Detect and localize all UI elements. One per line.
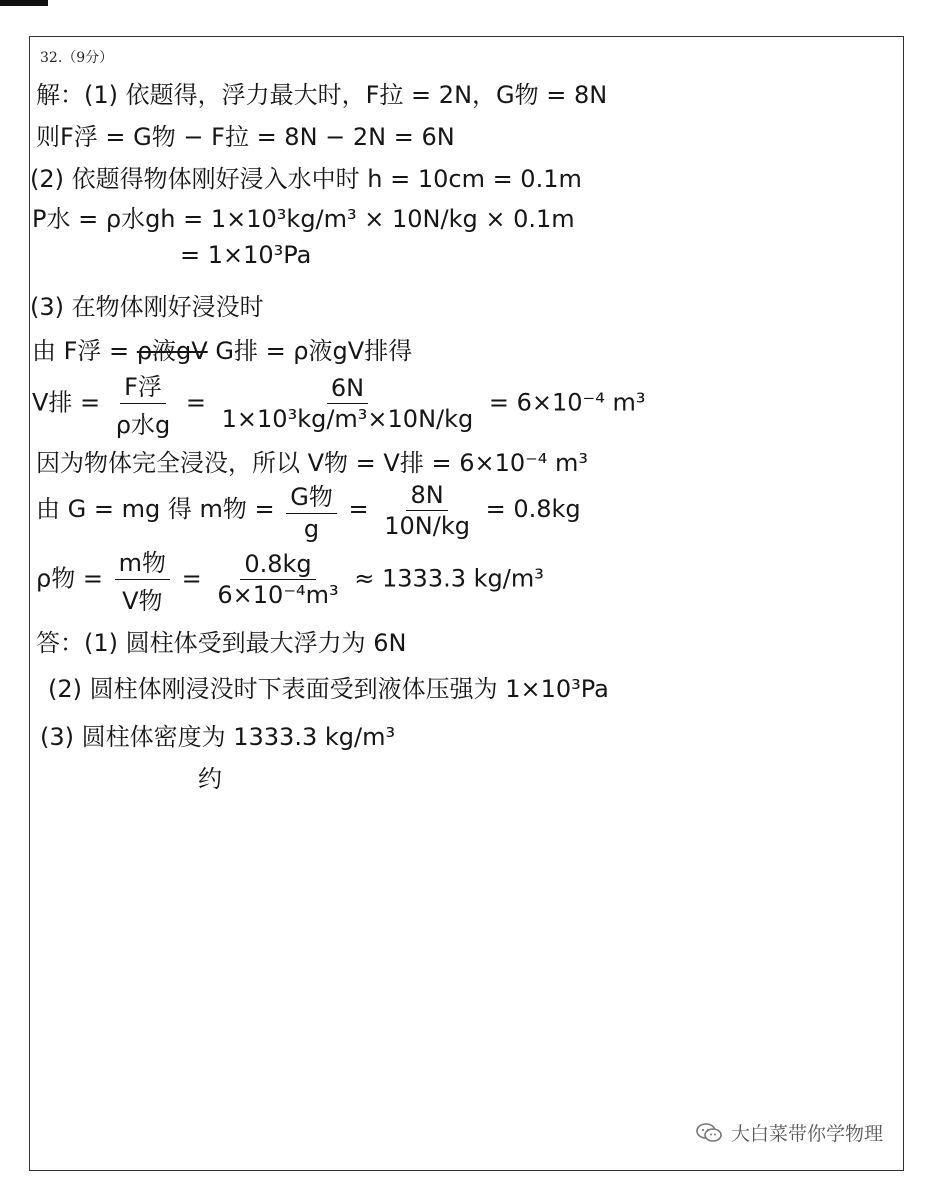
fraction-denominator: 10N/kg (384, 511, 470, 540)
line-7-formula: G排 = ρ液gV排得 (215, 337, 413, 365)
solution-line-5: = 1×10³Pa (180, 241, 312, 269)
v-displaced-label: V排 = (32, 388, 101, 417)
density-label: ρ物 = (36, 564, 103, 593)
solution-line-3: (2) 依题得物体刚好浸入水中时 h = 10cm = 0.1m (30, 165, 582, 193)
solution-line-4: P水 = ρ水gh = 1×10³kg/m³ × 10N/kg × 0.1m (32, 205, 575, 233)
fraction-numerator: 6N (327, 374, 368, 404)
solution-line-9: 因为物体完全浸没，所以 V物 = V排 = 6×10⁻⁴ m³ (36, 449, 589, 477)
answer-line-2: (2) 圆柱体刚浸没时下表面受到液体压强为 1×10³Pa (48, 675, 609, 703)
watermark (695, 1119, 883, 1146)
equals-sign: = (185, 388, 207, 417)
equals-sign: = (348, 495, 369, 523)
fraction-denominator: 6×10⁻⁴m³ (217, 581, 339, 609)
solution-line-6: (3) 在物体刚好浸没时 (30, 293, 264, 321)
inserted-correction: 约 (198, 765, 222, 793)
question-number: 32.（9分） (40, 50, 114, 66)
fraction-denominator: 1×10³kg/m³×10N/kg (221, 405, 474, 433)
fraction-mass-values (380, 481, 474, 540)
answer-line-3: (3) 圆柱体密度为 1333.3 kg/m³ (40, 723, 396, 751)
mass-label: 由 G = mg 得 m物 = (36, 495, 275, 523)
v-displaced-result: = 6×10⁻⁴ m³ (488, 388, 646, 417)
solution-line-2: 则F浮 = G物 − F拉 = 8N − 2N = 6N (36, 123, 455, 151)
fraction-numerator: m物 (115, 543, 170, 580)
fraction-numerator: G物 (286, 477, 337, 514)
line-7-prefix: 由 F浮 = (32, 337, 130, 365)
struck-out-formula: ρ液gV (136, 337, 208, 365)
equals-sign: = (181, 564, 202, 593)
fraction-density-values (213, 550, 342, 609)
fraction-denominator: V物 (122, 587, 163, 615)
fraction-mass-over-volume (115, 543, 170, 616)
fraction-buoyancy (112, 367, 174, 440)
answer-sheet (29, 36, 904, 1171)
solution-line-11 (36, 543, 544, 616)
density-result: ≈ 1333.3 kg/m³ (354, 564, 544, 593)
fraction-weight-over-g (286, 477, 337, 543)
answer-line-1: 答：(1) 圆柱体受到最大浮力为 6N (36, 629, 407, 657)
fraction-denominator: g (303, 515, 320, 543)
fraction-numerator: 0.8kg (240, 550, 315, 580)
solution-line-7 (32, 331, 412, 366)
fraction-denominator: ρ水g (115, 411, 171, 439)
wechat-icon (695, 1122, 723, 1144)
watermark-text: 大白菜带你学物理 (730, 1123, 883, 1145)
fraction-values (218, 374, 478, 433)
solution-line-10 (36, 477, 581, 543)
fraction-numerator: 8N (406, 481, 447, 511)
fraction-numerator: F浮 (120, 367, 166, 404)
solution-line-1: 解：(1) 依题得，浮力最大时，F拉 = 2N，G物 = 8N (36, 81, 608, 109)
corner-mark (0, 0, 48, 6)
solution-line-8 (32, 367, 645, 440)
mass-result: = 0.8kg (485, 495, 581, 523)
